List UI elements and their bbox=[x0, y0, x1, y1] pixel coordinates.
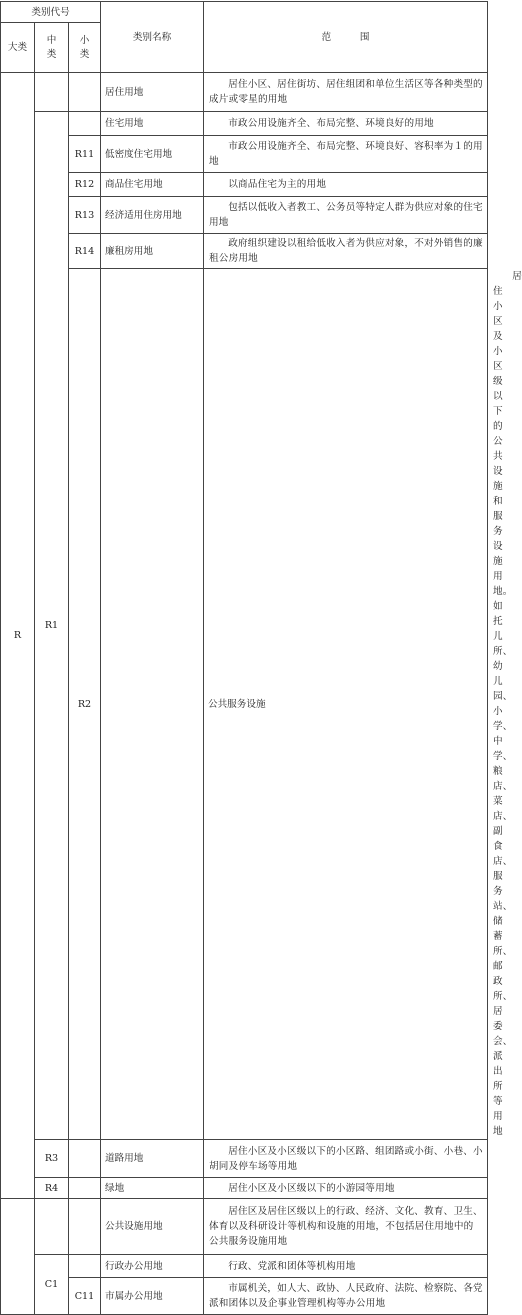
minor-code bbox=[69, 1199, 101, 1255]
medium-code: C1 bbox=[35, 1255, 69, 1315]
category-name: 公共设施用地 bbox=[101, 1199, 204, 1255]
minor-code bbox=[69, 73, 101, 112]
header-category-name: 类别名称 bbox=[101, 2, 204, 73]
minor-code: R12 bbox=[69, 173, 101, 197]
header-minor: 小类 bbox=[69, 23, 101, 73]
minor-code: C11 bbox=[69, 1278, 101, 1315]
header-major: 大类 bbox=[1, 23, 35, 73]
table-row: R2 公共服务设施 居住小区及小区级以下的公共设施和服务设施用地。如托儿所、幼儿园、小学、中学、粮店、菜店、副食店、服务站、储蓄所、邮政所、居委会、派出所等用地 bbox=[1, 269, 488, 1140]
medium-code bbox=[35, 73, 69, 112]
category-name: 住宅用地 bbox=[101, 112, 204, 136]
table-row bbox=[1, 73, 488, 112]
minor-code bbox=[69, 1140, 101, 1178]
category-name: 低密度住宅用地 bbox=[101, 136, 204, 173]
category-name: 居住用地 bbox=[101, 73, 204, 112]
minor-code bbox=[69, 1255, 101, 1278]
table-row bbox=[1, 136, 488, 173]
header-row-1 bbox=[1, 2, 488, 23]
category-scope: 居住小区及小区级以下的小游园等用地 bbox=[204, 1178, 488, 1199]
table-row bbox=[1, 1140, 488, 1178]
category-name: 绿地 bbox=[101, 1178, 204, 1199]
minor-code: R11 bbox=[69, 136, 101, 173]
header-scope: 范 围 bbox=[204, 2, 488, 73]
table-row bbox=[1, 173, 488, 197]
table-row bbox=[1, 1278, 488, 1315]
category-scope: 包括以低收入者教工、公务员等特定人群为供应对象的住宅用地 bbox=[204, 197, 488, 234]
table-row bbox=[1, 112, 488, 136]
category-name: 经济适用住房用地 bbox=[101, 197, 204, 234]
category-scope: 行政、党派和团体等机构用地 bbox=[204, 1255, 488, 1278]
minor-code bbox=[101, 269, 204, 1140]
category-name: 市属办公用地 bbox=[101, 1278, 204, 1315]
table-row bbox=[1, 197, 488, 234]
category-scope: 市属机关，如人大、政协、人民政府、法院、检察院、各党派和团体以及企事业管理机构等办公用地 bbox=[204, 1278, 488, 1315]
medium-code bbox=[35, 1199, 69, 1255]
category-name: 道路用地 bbox=[101, 1140, 204, 1178]
category-name: 行政办公用地 bbox=[101, 1255, 204, 1278]
category-scope: 居住小区及小区级以下的小区路、组团路或小街、小巷、小胡同及停车场等用地 bbox=[204, 1140, 488, 1178]
category-scope: 政府组织建设以租给低收入者为供应对象，不对外销售的廉租公房用地 bbox=[204, 234, 488, 269]
major-code-r: R bbox=[1, 73, 35, 1199]
table-row bbox=[1, 1199, 488, 1255]
category-scope: 居住小区、居住街坊、居住组团和单位生活区等各种类型的成片或零星的用地 bbox=[204, 73, 488, 112]
table-row bbox=[1, 1178, 488, 1199]
category-scope: 市政公用设施齐全、布局完整、环境良好的用地 bbox=[204, 112, 488, 136]
table-row bbox=[1, 1255, 488, 1278]
minor-code bbox=[69, 1178, 101, 1199]
header-code-group: 类别代号 bbox=[1, 2, 101, 23]
category-name: 公共服务设施 bbox=[204, 269, 488, 1140]
medium-code: R3 bbox=[35, 1140, 69, 1178]
table-row bbox=[1, 234, 488, 269]
category-name: 商品住宅用地 bbox=[101, 173, 204, 197]
medium-code: R4 bbox=[35, 1178, 69, 1199]
minor-code: R13 bbox=[69, 197, 101, 234]
category-scope: 市政公用设施齐全、布局完整、环境良好、容积率为１的用地 bbox=[204, 136, 488, 173]
major-code-c bbox=[1, 1199, 35, 1315]
category-scope: 居住区及居住区级以上的行政、经济、文化、教育、卫生、体育以及科研设计等机构和设施的用地，不包括居住用地中的公共服务设施用地 bbox=[204, 1199, 488, 1255]
category-scope: 以商品住宅为主的用地 bbox=[204, 173, 488, 197]
medium-code: R2 bbox=[69, 269, 101, 1140]
land-use-classification-table bbox=[0, 1, 522, 1315]
minor-code bbox=[69, 112, 101, 136]
category-name: 廉租房用地 bbox=[101, 234, 204, 269]
minor-code: R14 bbox=[69, 234, 101, 269]
medium-code: R1 bbox=[35, 112, 69, 1140]
header-medium: 中类 bbox=[35, 23, 69, 73]
